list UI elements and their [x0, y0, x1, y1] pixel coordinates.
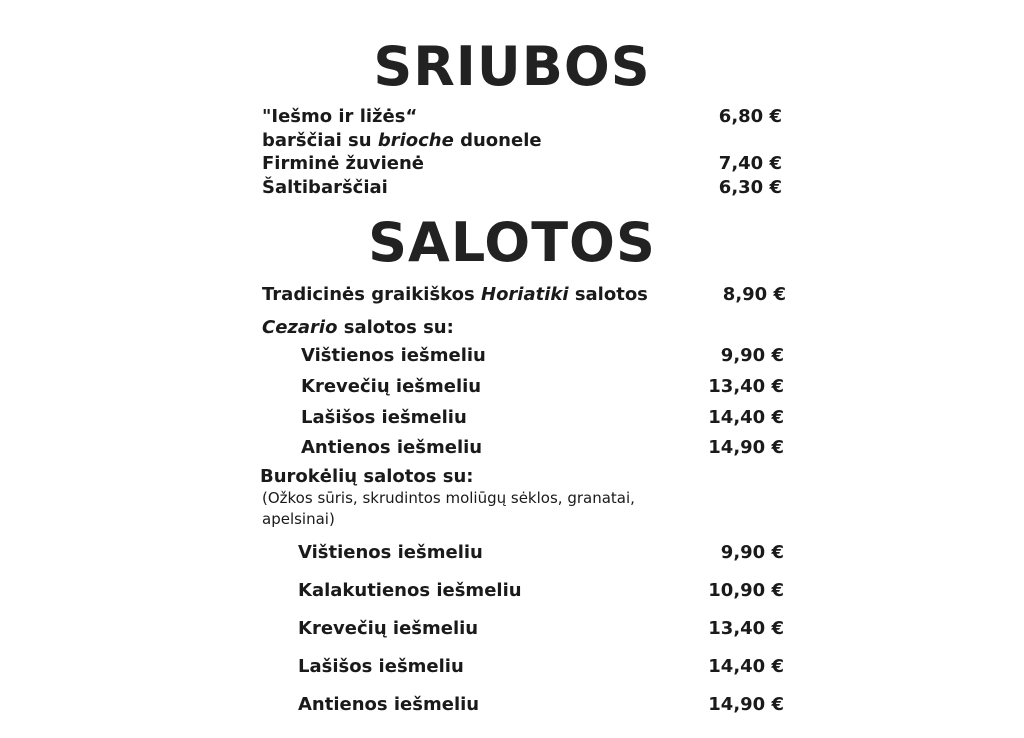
- cezario-item-price: 9,90 €: [720, 345, 784, 366]
- cezario-item-name: Vištienos iešmeliu: [301, 345, 486, 366]
- name-part: salotos: [568, 284, 648, 305]
- burokeliu-item-price: 14,90 €: [708, 694, 784, 715]
- cezario-item-name: Krevečių iešmeliu: [301, 376, 482, 397]
- burokeliu-item-name: Lašišos iešmeliu: [298, 656, 464, 677]
- burokeliu-item-price: 14,40 €: [708, 656, 784, 677]
- burokeliu-item-name: Krevečių iešmeliu: [298, 618, 479, 639]
- name-part: Tradicinės graikiškos: [262, 284, 481, 305]
- name-part: salotos su:: [337, 317, 454, 338]
- soup-item-price: 6,80 €: [718, 106, 782, 127]
- name-part: barščiai su: [262, 130, 378, 151]
- soup-item-name: [262, 130, 542, 152]
- burokeliu-title: Burokėlių salotos su:: [260, 466, 474, 487]
- name-part: duonele: [453, 130, 542, 151]
- name-italic: Cezario: [262, 317, 338, 338]
- burokeliu-item-name: Kalakutienos iešmeliu: [298, 580, 522, 601]
- soup-item-name: "Iešmo ir ližės“: [262, 106, 418, 127]
- cezario-item-price: 14,90 €: [708, 437, 784, 458]
- soup-item-price: 6,30 €: [718, 177, 782, 198]
- soup-item-name: Šaltibarščiai: [262, 177, 388, 198]
- burokeliu-item-name: Antienos iešmeliu: [298, 694, 480, 715]
- burokeliu-item-price: 13,40 €: [708, 618, 784, 639]
- soup-item-name: Firminė žuvienė: [262, 153, 424, 174]
- burokeliu-item-price: 9,90 €: [720, 542, 784, 563]
- burokeliu-note: apelsinai): [262, 510, 335, 528]
- cezario-item-price: 14,40 €: [708, 407, 784, 428]
- salad-item-name: [262, 284, 648, 306]
- cezario-item-price: 13,40 €: [708, 376, 784, 397]
- name-italic: brioche: [377, 130, 454, 151]
- name-italic: Horiatiki: [481, 284, 569, 305]
- burokeliu-item-price: 10,90 €: [708, 580, 784, 601]
- cezario-item-name: Antienos iešmeliu: [301, 437, 483, 458]
- cezario-item-name: Lašišos iešmeliu: [301, 407, 467, 428]
- soup-item-price: 7,40 €: [718, 153, 782, 174]
- burokeliu-item-name: Vištienos iešmeliu: [298, 542, 483, 563]
- salads-heading: SALOTOS: [368, 211, 656, 274]
- burokeliu-note: (Ožkos sūris, skrudintos moliūgų sėklos, granatai,: [262, 489, 635, 507]
- salad-item-price: 8,90 €: [722, 284, 786, 305]
- cezario-title: [262, 317, 454, 339]
- soups-heading: SRIUBOS: [373, 35, 651, 98]
